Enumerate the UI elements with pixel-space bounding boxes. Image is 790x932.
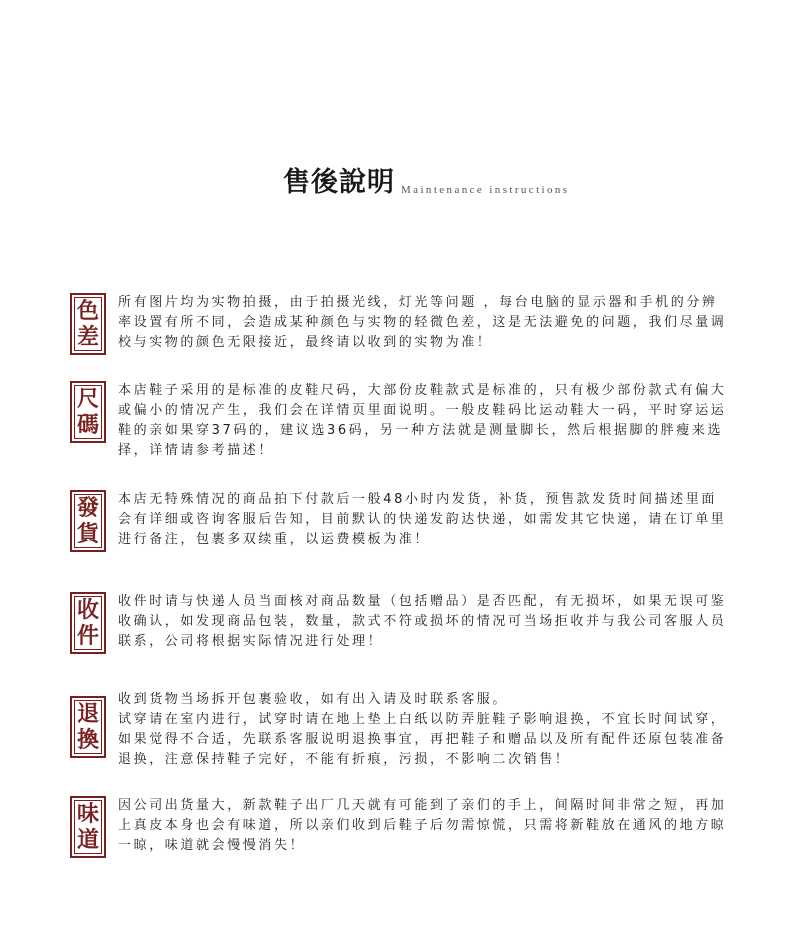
seal-stamp-odor [70, 796, 106, 858]
section-text [118, 293, 730, 353]
section-paragraph: 所有图片均为实物拍摄，由于拍摄光线，灯光等问题 ，每台电脑的显示器和手机的分辨率设置有所不同，会造成某种颜色与实物的轻微色差，这是无法避免的问题，我们尽量调校与实物的颜色无限接近，最终请以收到的实物为准！ [118, 295, 727, 350]
section-paragraph: 收件时请与快递人员当面核对商品数量（包括赠品）是否匹配，有无损坏，如果无误可鉴收确认，如发现商品包装，数量，款式不符或损坏的情况可当场拒收并与我公司客服人员联系，公司将根据实际情况进行处理！ [118, 594, 727, 649]
section-paragraph: 收到货物当场拆开包裹验收，如有出入请及时联系客服。 [118, 692, 509, 707]
seal-stamp-returns [70, 696, 106, 758]
section-text [118, 592, 730, 652]
section-text [118, 796, 730, 856]
stamp-char: 尺 [76, 386, 99, 412]
page-title: 售後說明 [283, 167, 395, 198]
stamp-char: 收 [76, 597, 99, 623]
section-text [118, 490, 730, 550]
stamp-char: 件 [76, 623, 99, 649]
page-subtitle: Maintenance instructions [401, 184, 570, 196]
page-header [283, 160, 570, 200]
stamp-char: 碼 [76, 412, 99, 438]
section-text [118, 381, 730, 461]
section-paragraph: 因公司出货量大，新款鞋子出厂几天就有可能到了亲们的手上，间隔时间非常之短，再加上真皮本身也会有味道，所以亲们收到后鞋子后勿需惊慌，只需将新鞋放在通风的地方晾一晾，味道就会慢慢消失！ [118, 798, 727, 853]
stamp-char: 換 [76, 727, 99, 753]
stamp-char: 貨 [76, 521, 99, 547]
stamp-char: 道 [76, 827, 99, 853]
section-text [118, 690, 730, 770]
stamp-char: 差 [76, 324, 99, 350]
stamp-char: 退 [76, 701, 99, 727]
seal-stamp-receiving [70, 592, 106, 654]
seal-stamp-size [70, 381, 106, 443]
stamp-char: 味 [76, 801, 99, 827]
stamp-char: 發 [76, 495, 99, 521]
seal-stamp-color-difference [70, 293, 106, 355]
seal-stamp-shipping [70, 490, 106, 552]
section-paragraph: 试穿请在室内进行，试穿时请在地上垫上白纸以防弄脏鞋子影响退换，不宜长时间试穿，如果觉得不合适，先联系客服说明退换事宜，再把鞋子和赠品以及所有配件还原包装准备退换，注意保持鞋子完好，不能有折痕，污损，不影响二次销售！ [118, 712, 727, 767]
stamp-char: 色 [76, 298, 99, 324]
section-paragraph: 本店鞋子采用的是标准的皮鞋尺码，大部份皮鞋款式是标准的，只有极少部份款式有偏大或偏小的情况产生，我们会在详情页里面说明。一般皮鞋码比运动鞋大一码，平时穿运运鞋的亲如果穿37码的，建议选36码，另一种方法就是测量脚长，然后根据脚的胖瘦来选择，详情请参考描述！ [118, 383, 727, 458]
section-paragraph: 本店无特殊情况的商品拍下付款后一般48小时内发货，补货，预售款发货时间描述里面会有详细或咨询客服后告知，目前默认的快递发韵达快递，如需发其它快递，请在订单里进行备注，包裹多双续重，以运费模板为准！ [118, 492, 727, 547]
